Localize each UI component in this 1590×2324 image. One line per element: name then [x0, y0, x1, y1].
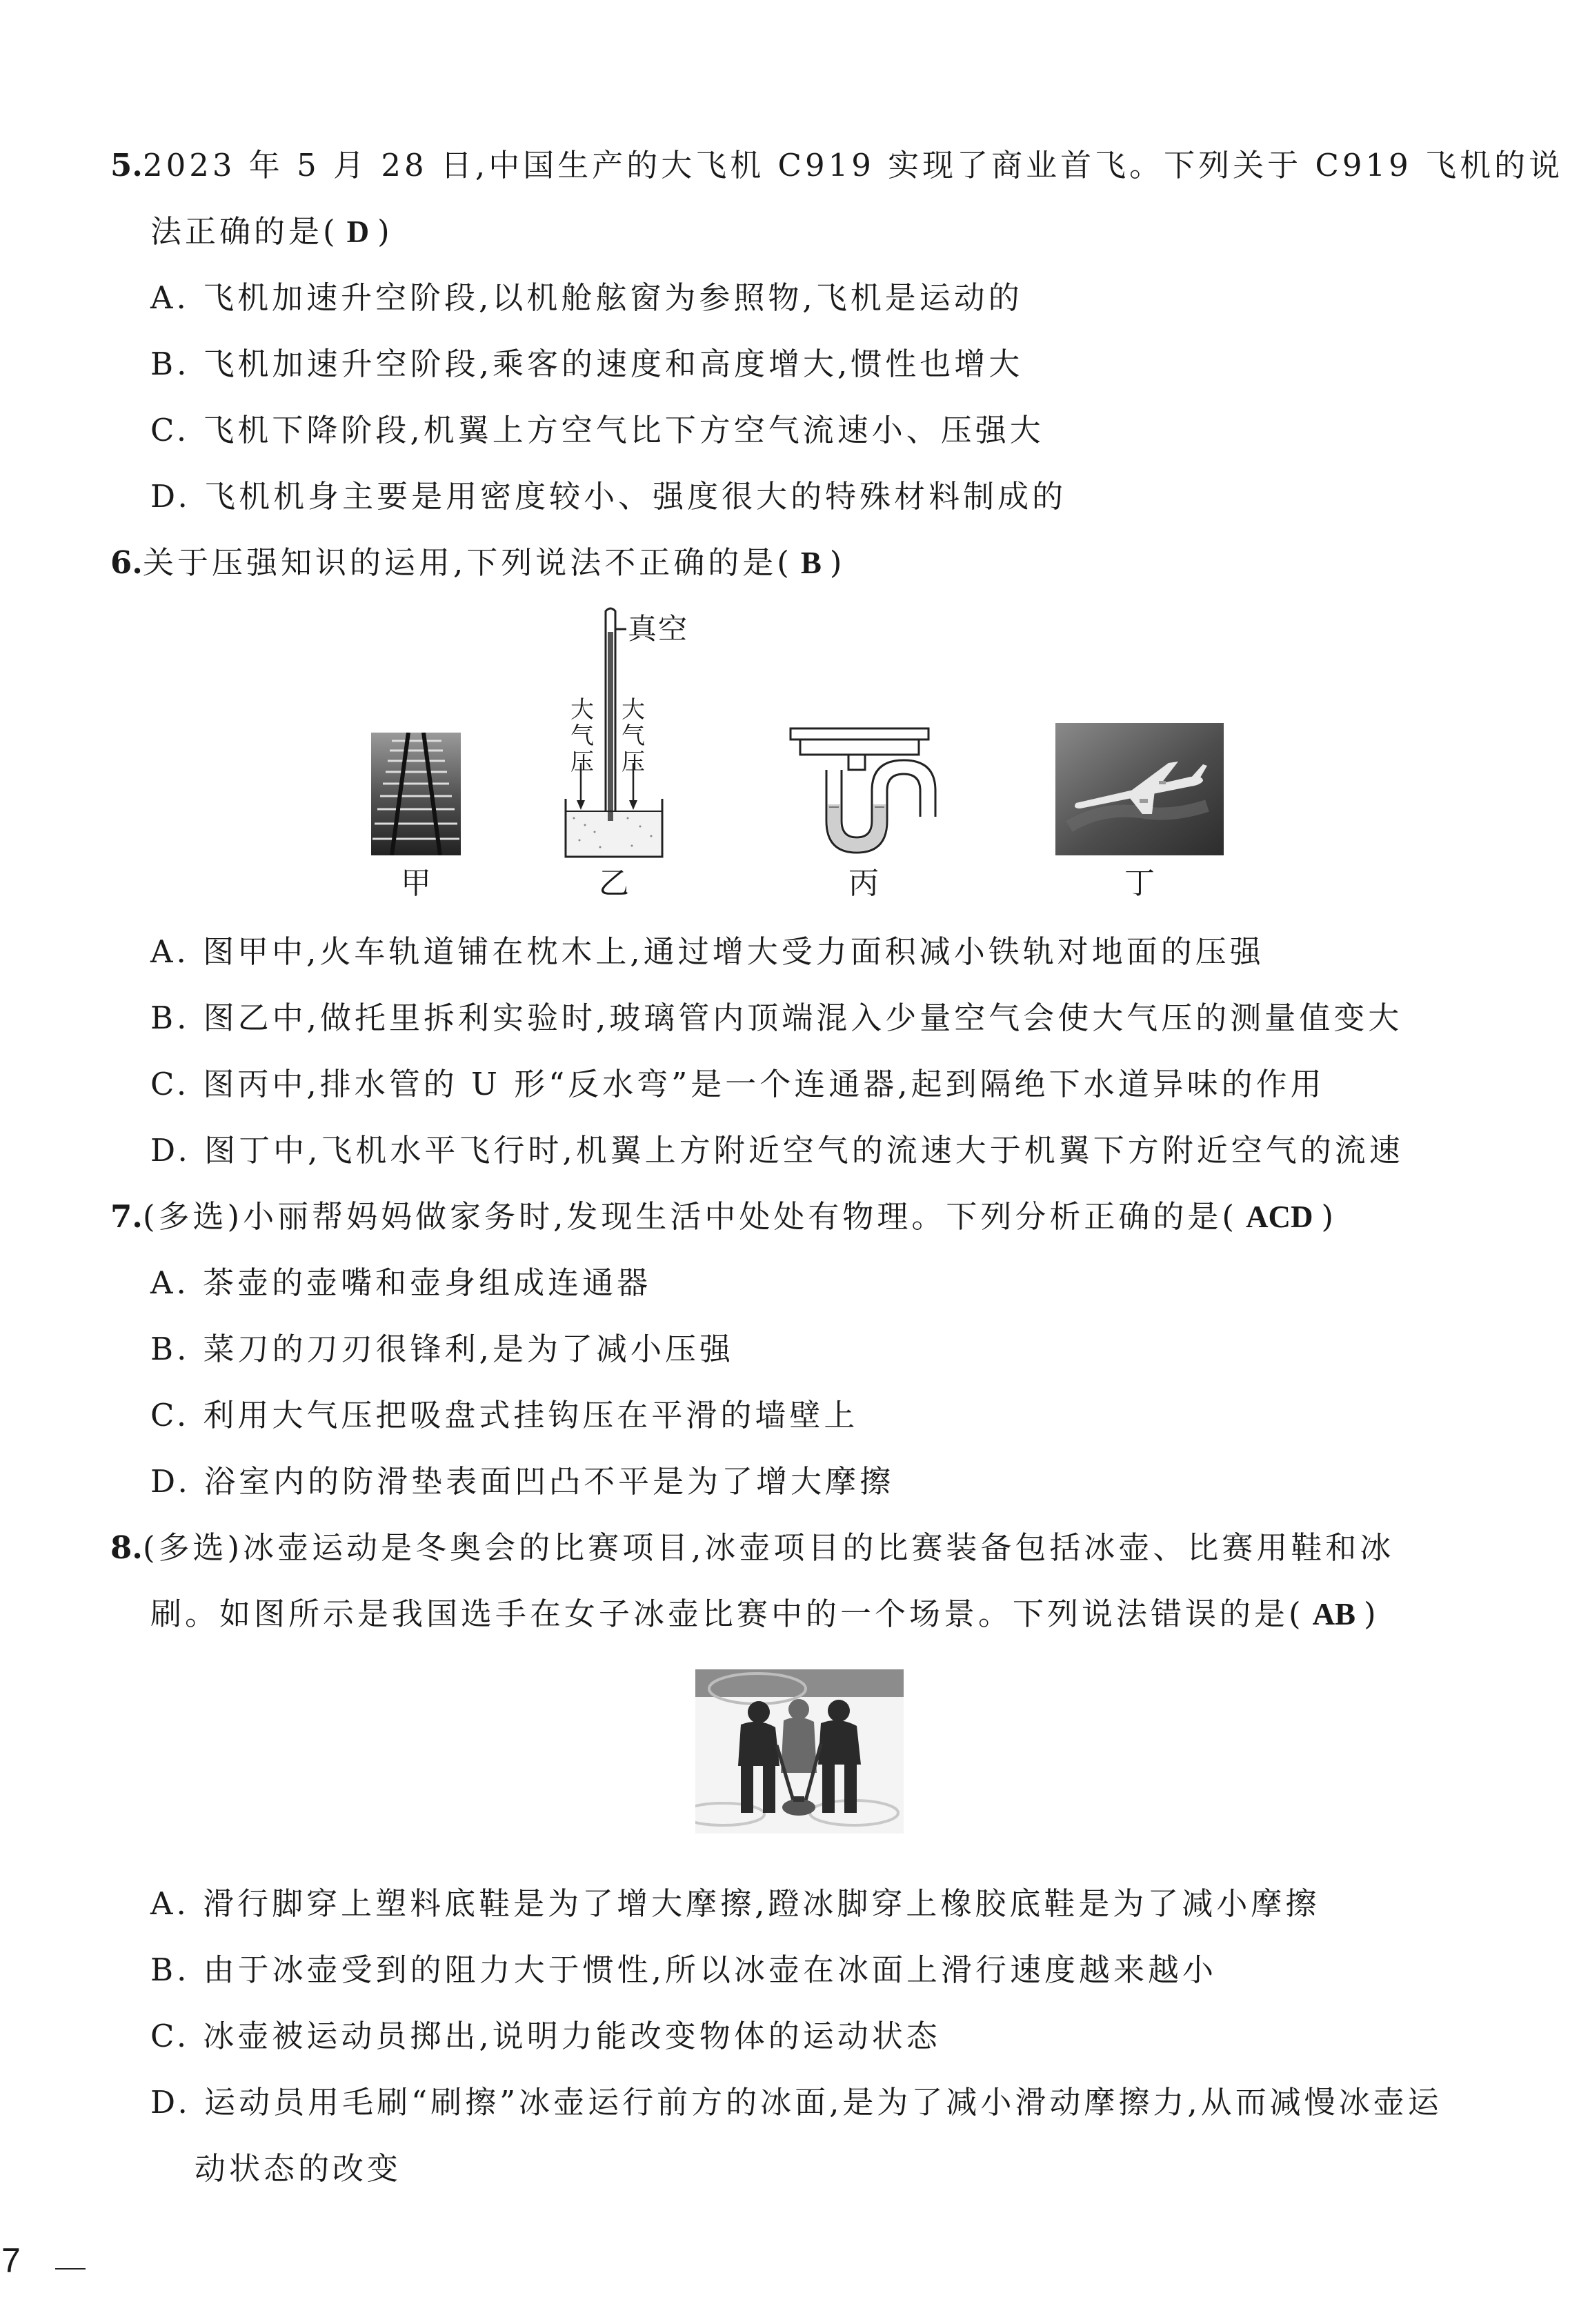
- q6-stem-pre: 关于压强知识的运用,下列说法不正确的是(: [142, 544, 793, 581]
- figure-bing-drain-trap: [785, 724, 951, 860]
- q5-stem-pre: 法正确的是(: [150, 213, 339, 250]
- q5-stem-line1: [110, 145, 1563, 186]
- q8-stem-line1: [110, 1527, 1394, 1569]
- q7-answer: ACD: [1245, 1200, 1313, 1234]
- q8-answer: AB: [1312, 1597, 1356, 1631]
- q5-option-b: B. 飞机加速升空阶段,乘客的速度和高度增大,惯性也增大: [150, 346, 1024, 382]
- q8-option-a: A. 滑行脚穿上塑料底鞋是为了增大摩擦,蹬冰脚穿上橡胶底鞋是为了减小摩擦: [150, 1885, 1320, 1922]
- q5-answer: D: [346, 215, 370, 249]
- q5-stem-text: 2023 年 5 月 28 日,中国生产的大飞机 C919 实现了商业首飞。下列关于 C919 飞机的说: [142, 147, 1564, 183]
- q8-option-d-line2: 动状态的改变: [195, 2150, 402, 2187]
- q6-option-c: C. 图丙中,排水管的 U 形“反水弯”是一个连通器,起到隔绝下水道异味的作用: [150, 1066, 1325, 1102]
- q6-number: 6.: [110, 544, 143, 581]
- caption-bing: 丙: [848, 866, 879, 901]
- q7-stem: [110, 1196, 1337, 1238]
- caption-ding: 丁: [1124, 866, 1155, 901]
- q5-option-a: A. 飞机加速升空阶段,以机舱舷窗为参照物,飞机是运动的: [150, 279, 1023, 316]
- q6-option-a: A. 图甲中,火车轨道铺在枕木上,通过增大受力面积减小铁轨对地面的压强: [150, 933, 1264, 970]
- q8-option-d-line1: D. 运动员用毛刷“刷擦”冰壶运行前方的冰面,是为了减小滑动摩擦力,从而减慢冰壶运: [150, 2084, 1442, 2121]
- page-number: 7: [1, 2241, 21, 2280]
- figure-ding-airplane-photo: [1055, 723, 1224, 855]
- q7-option-d: D. 浴室内的防滑垫表面凹凸不平是为了增大摩擦: [150, 1463, 895, 1500]
- figure-curling-photo: [695, 1669, 904, 1834]
- q7-option-a: A. 茶壶的壶嘴和壶身组成连通器: [150, 1264, 652, 1301]
- q6-stem-post: ): [829, 544, 846, 581]
- q5-stem-line2: [150, 211, 393, 252]
- q5-number: 5.: [110, 147, 143, 183]
- q8-stem-post: ): [1364, 1596, 1380, 1632]
- q5-option-c: C. 飞机下降阶段,机翼上方空气比下方空气流速小、压强大: [150, 412, 1044, 448]
- q5-option-d: D. 飞机机身主要是用密度较小、强度很大的特殊材料制成的: [150, 478, 1067, 515]
- q7-option-c: C. 利用大气压把吸盘式挂钩压在平滑的墙壁上: [150, 1397, 859, 1433]
- q8-stem-text: (多选)冰壶运动是冬奥会的比赛项目,冰壶项目的比赛装备包括冰壶、比赛用鞋和冰: [142, 1529, 1395, 1566]
- caption-jia: 甲: [401, 866, 431, 901]
- q8-stem-line2: [150, 1593, 1380, 1635]
- q7-stem-pre: (多选)小丽帮妈妈做家务时,发现生活中处处有物理。下列分析正确的是(: [142, 1198, 1238, 1235]
- q6-stem: [110, 542, 845, 584]
- q5-stem-post: ): [377, 213, 393, 250]
- q8-stem-pre: 刷。如图所示是我国选手在女子冰壶比赛中的一个场景。下列说法错误的是(: [150, 1596, 1304, 1632]
- q7-number: 7.: [110, 1198, 143, 1235]
- atmospheric-pressure-label-left: 大气压: [570, 696, 594, 776]
- q6-answer: B: [800, 546, 822, 580]
- vacuum-label: 真空: [628, 612, 689, 646]
- q6-option-d: D. 图丁中,飞机水平飞行时,机翼上方附近空气的流速大于机翼下方附近空气的流速: [150, 1132, 1404, 1169]
- page-number-dash: [55, 2268, 86, 2270]
- q8-number: 8.: [110, 1529, 143, 1566]
- q8-option-c: C. 冰壶被运动员掷出,说明力能改变物体的运动状态: [150, 2018, 941, 2054]
- q6-option-b: B. 图乙中,做托里拆利实验时,玻璃管内顶端混入少量空气会使大气压的测量值变大: [150, 1000, 1403, 1036]
- q7-stem-post: ): [1321, 1198, 1338, 1235]
- atmospheric-pressure-label-right: 大气压: [622, 696, 645, 776]
- figure-jia-railway: [371, 733, 461, 855]
- q8-option-b: B. 由于冰壶受到的阻力大于惯性,所以冰壶在冰面上滑行速度越来越小: [150, 1951, 1217, 1988]
- caption-yi: 乙: [599, 866, 629, 901]
- q7-option-b: B. 菜刀的刀刃很锋利,是为了减小压强: [150, 1331, 734, 1367]
